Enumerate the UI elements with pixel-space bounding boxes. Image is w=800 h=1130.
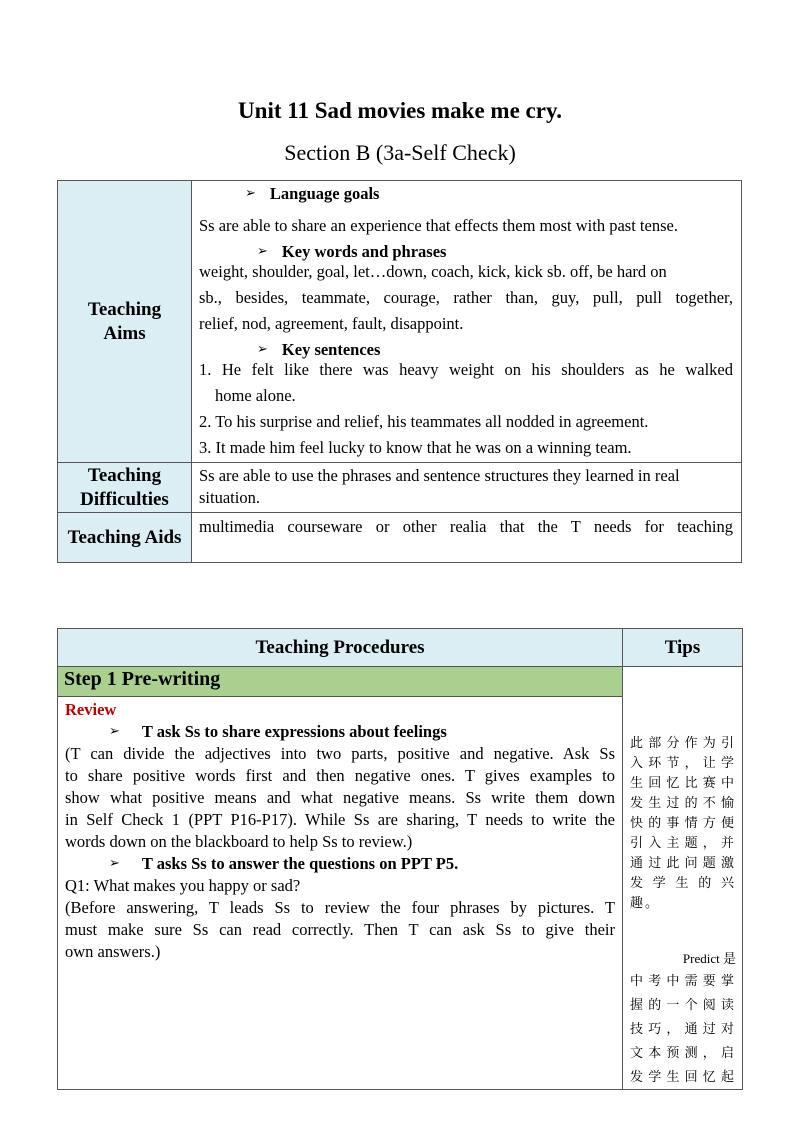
tips-line: 文本预测，启 (630, 1045, 736, 1060)
aids-row (58, 513, 742, 563)
page-title: Unit 11 Sad movies make me cry. (238, 98, 562, 123)
tips-line: 此部分作为引 (630, 735, 736, 750)
para1-line: (T can divide the adjectives into two parts, positive and negative. Ask Ss (65, 743, 615, 763)
arrow-bullet-icon: ➢ (109, 723, 120, 739)
arrow-bullet-icon: ➢ (257, 244, 268, 259)
answer-questions-bullet (65, 853, 615, 875)
key-words-line: relief, nod, agreement, fault, disappoint. (199, 314, 464, 333)
aims-row (58, 181, 742, 463)
bullet1-text: T ask Ss to share expressions about feelings (141, 721, 447, 741)
para2-line: must make sure Ss can read correctly. Then T can ask Ss to give their (65, 919, 615, 939)
language-goals-bullet (199, 181, 733, 207)
key-sentence: 2. To his surprise and relief, his teammates all nodded in agreement. (199, 412, 649, 431)
share-expressions-bullet (65, 721, 615, 743)
key-sentence: 1. He felt like there was heavy weight on his shoulders as he walked (199, 360, 733, 379)
aids-text: multimedia courseware or other realia that the T needs for teaching (192, 513, 742, 563)
tips-line: 生回忆比赛中 (630, 775, 736, 790)
aids-label: Teaching Aids (58, 513, 192, 563)
difficulties-label: Teaching Difficulties (58, 463, 192, 513)
difficulties-text: Ss are able to use the phrases and sentence structures they learned in real situation. (192, 463, 742, 513)
tips-header: Tips (623, 629, 743, 667)
tips-line: 技巧，通过对 (630, 1021, 736, 1036)
procedures-header: Teaching Procedures (58, 629, 623, 667)
tips-line: 入环节，让学 (630, 755, 736, 770)
procedures-header-row (58, 629, 743, 667)
page-subtitle: Section B (3a-Self Check) (284, 140, 516, 165)
aims-content (192, 181, 742, 463)
tips-line: 趣。 (630, 895, 661, 910)
language-goals-heading: Language goals (269, 184, 380, 203)
tips-line: 发生过的不愉 (630, 795, 736, 810)
tips-line: 通过此问题激 (630, 855, 736, 870)
para1-line: show what positive means and what negative means. Ss write them down (65, 787, 615, 807)
key-words-line: weight, shoulder, goal, let…down, coach, kick, kick sb. off, be hard on (199, 262, 667, 281)
tips-line: 快的事情方便 (630, 815, 736, 830)
arrow-bullet-icon: ➢ (109, 855, 120, 871)
teaching-procedures-table (57, 628, 743, 1090)
para1-line: in Self Check 1 (PPT P16-P17). While Ss are sharing, T needs to write the (65, 809, 615, 829)
para2-line: own answers.) (65, 941, 161, 961)
key-sentence: home alone. (215, 386, 296, 405)
key-words-heading: Key words and phrases (281, 242, 447, 261)
key-words-line: sb., besides, teammate, courage, rather than, guy, pull, pull together, (199, 288, 733, 307)
key-sentence: 3. It made him feel lucky to know that he was on a winning team. (199, 438, 632, 457)
arrow-bullet-icon: ➢ (257, 342, 268, 357)
difficulties-row (58, 463, 742, 513)
arrow-bullet-icon: ➢ (245, 186, 256, 201)
tips-line: 引入主题，并 (630, 835, 736, 850)
aims-label: Teaching Aims (58, 181, 192, 463)
key-sentences-heading: Key sentences (281, 340, 381, 359)
tips-line: 发 学 生 的 兴 (630, 875, 736, 890)
tips-line: 发学生回忆起 (630, 1069, 736, 1084)
teaching-aims-table (57, 180, 742, 563)
para2-line: (Before answering, T leads Ss to review the four phrases by pictures. T (65, 897, 615, 917)
para1-line: words down on the blackboard to help Ss to review.) (65, 831, 413, 851)
tips-line: 中考中需要掌 (630, 973, 736, 988)
tips-line: 握的一个阅读 (630, 997, 736, 1012)
step1-heading: Step 1 Pre-writing (58, 667, 623, 697)
review-label: Review (65, 699, 117, 719)
language-goals-text: Ss are able to share an experience that effects them most with past tense. (199, 216, 678, 235)
step1-content (58, 696, 623, 1089)
bullet2-text: T asks Ss to answer the questions on PPT P5. (141, 853, 459, 873)
para1-line: to share positive words first and then negative ones. T gives examples to (65, 765, 615, 785)
tips-line: Predict 是 (682, 951, 736, 966)
question-q1: Q1: What makes you happy or sad? (65, 875, 301, 895)
tips-cell (623, 667, 743, 1090)
step1-row (58, 667, 743, 697)
